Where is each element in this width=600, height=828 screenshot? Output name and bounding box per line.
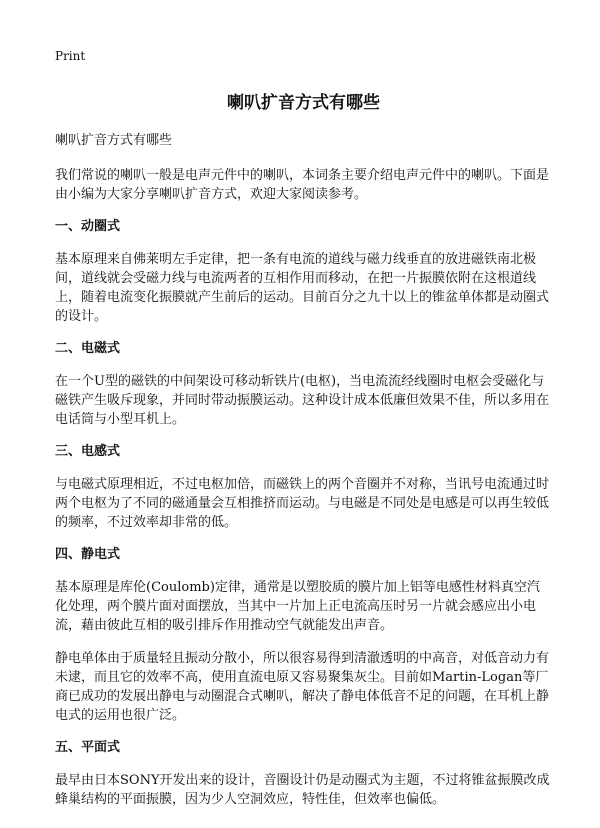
print-link[interactable]: Print [55,49,86,63]
section-paragraph-electrostatic-2: 静电单体由于质量轻且振动分散小，所以很容易得到清澈透明的中高音，对低音动力有未逮，而且它的效率不高，使用直流电原又容易聚集灰尘。目前如Martin-Logan等厂商已成功的发展出静电与动圈混合式喇叭，解决了静电体低音不足的问题，在耳机上静电式的运用也很广泛。 [55,651,550,723]
section-heading-moving-coil: 一、动圈式 [55,219,121,234]
intro-paragraph: 我们常说的喇叭一般是电声元件中的喇叭，本词条主要介绍电声元件中的喇叭。下面是由小编为大家分享喇叭扩音方式，欢迎大家阅读参考。 [55,168,550,202]
section-heading-electrostatic: 四、静电式 [55,547,121,562]
section-paragraph-planar: 最早由日本SONY开发出来的设计，音圈设计仍是动圈式为主题，不过将锥盆振膜改成蜂巢结构的平面振膜，因为少人空洞效应，特性佳，但效率也偏低。 [55,773,550,807]
section-paragraph-electrostatic-1: 基本原理是库伦(Coulomb)定律，通常是以塑胶质的膜片加上铝等电感性材料真空汽化处理，两个膜片面对面摆放，当其中一片加上正电流高压时另一片就会感应出小电流，藉由彼此互相的吸引排斥作用推动空气就能发出声音。 [55,580,540,633]
section-heading-planar: 五、平面式 [55,740,121,755]
section-heading-electromagnetic: 二、电磁式 [55,341,121,356]
section-paragraph-moving-coil: 基本原理来自佛莱明左手定律，把一条有电流的道线与磁力线垂直的放进磁铁南北极间，道线就会受磁力线与电流两者的互相作用而移动，在把一片振膜依附在这根道线上，随着电流变化振膜就产生前后的运动。目前百分之九十以上的锥盆单体都是动圈式的设计。 [55,252,550,324]
article-subtitle: 喇叭扩音方式有哪些 [55,133,173,148]
section-heading-inductive: 三、电感式 [55,444,121,459]
page-title: 喇叭扩音方式有哪些 [227,93,380,113]
section-paragraph-electromagnetic: 在一个U型的磁铁的中间架设可移动斩铁片(电枢)，当电流流经线圈时电枢会受磁化与磁铁产生吸斥现象，并同时带动振膜运动。这种设计成本低廉但效果不佳，所以多用在电话筒与小型耳机上。 [55,374,550,427]
section-paragraph-inductive: 与电磁式原理相近，不过电枢加倍，而磁铁上的两个音圈并不对称，当讯号电流通过时两个电枢为了不同的磁通量会互相推挤而运动。与电磁是不同处是电感是可以再生较低的频率，不过效率却非常的低。 [55,477,550,530]
